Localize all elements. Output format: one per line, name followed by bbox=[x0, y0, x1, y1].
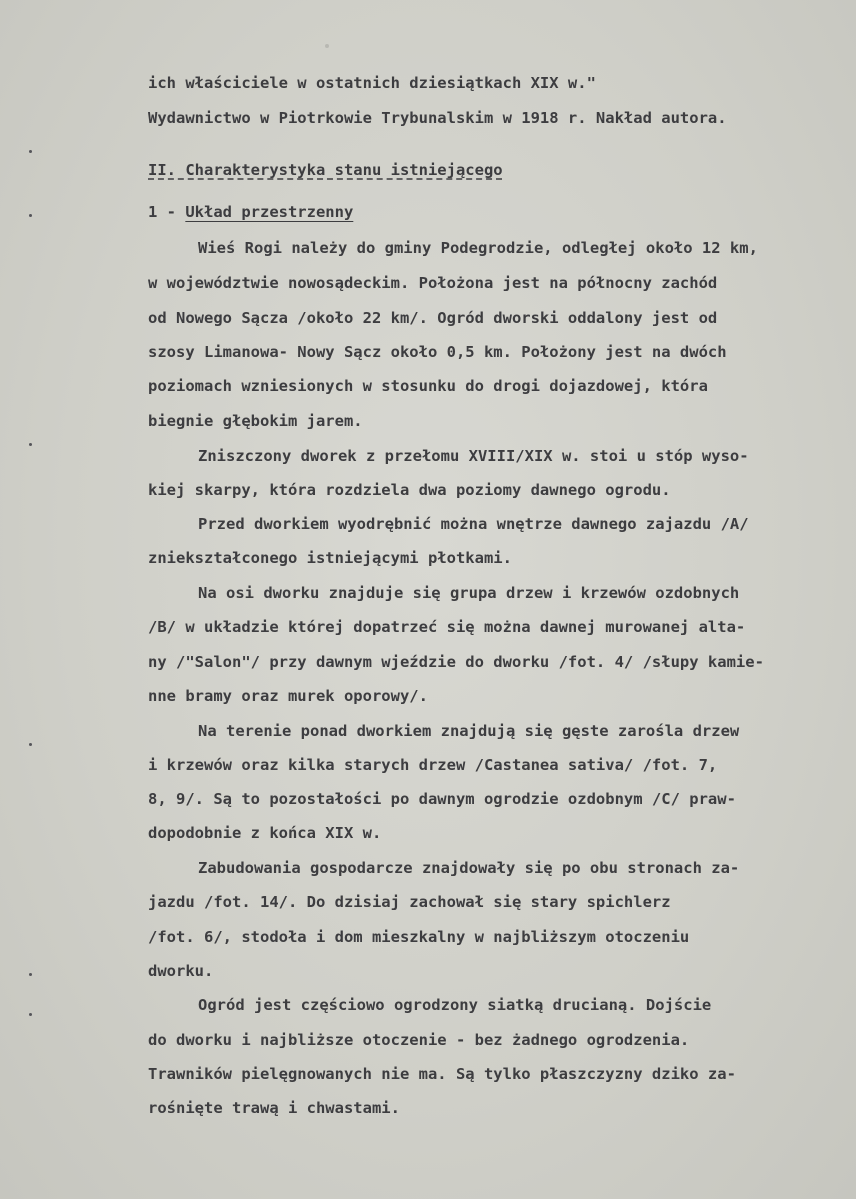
text-line: Wydawnictwo w Piotrkowie Trybunalskim w 1918 r. Nakład autora. bbox=[148, 109, 727, 127]
text-line: /fot. 6/, stodoła i dom mieszkalny w najbliższym otoczeniu bbox=[148, 928, 690, 946]
margin-mark bbox=[29, 214, 32, 217]
text-line: jazdu /fot. 14/. Do dzisiaj zachował się stary spichlerz bbox=[148, 893, 671, 911]
text-line: 8, 9/. Są to pozostałości po dawnym ogrodzie ozdobnym /C/ praw- bbox=[148, 790, 736, 808]
text-line: zniekształconego istniejącymi płotkami. bbox=[148, 549, 512, 567]
margin-mark bbox=[29, 443, 32, 446]
subsection-heading bbox=[148, 202, 353, 222]
subsection-title: Układ przestrzenny bbox=[185, 203, 354, 221]
text-line: dopodobnie z końca XIX w. bbox=[148, 824, 382, 842]
text-line: w województwie nowosądeckim. Położona jest na północny zachód bbox=[148, 274, 718, 292]
text-line: dworku. bbox=[148, 962, 214, 980]
margin-mark bbox=[29, 743, 32, 746]
text-line: kiej skarpy, która rozdziela dwa poziomy dawnego ogrodu. bbox=[148, 481, 671, 499]
text-line: poziomach wzniesionych w stosunku do drogi dojazdowej, która bbox=[148, 377, 708, 395]
margin-mark bbox=[29, 1013, 32, 1016]
text-line: Zabudowania gospodarcze znajdowały się po obu stronach za- bbox=[198, 859, 740, 877]
text-line: Na terenie ponad dworkiem znajdują się gęste zarośla drzew bbox=[198, 722, 740, 740]
text-line: Przed dworkiem wyodrębnić można wnętrze dawnego zajazdu /A/ bbox=[198, 515, 749, 533]
paper-fleck bbox=[325, 44, 329, 48]
text-line: Trawników pielęgnowanych nie ma. Są tylko płaszczyzny dziko za- bbox=[148, 1065, 736, 1083]
text-line: Zniszczony dworek z przełomu XVIII/XIX w. stoi u stóp wyso- bbox=[198, 447, 749, 465]
margin-mark bbox=[29, 150, 32, 153]
section-heading: II. Charakterystyka stanu istniejącego bbox=[148, 161, 503, 179]
text-line: szosy Limanowa- Nowy Sącz około 0,5 km. Położony jest na dwóch bbox=[148, 343, 727, 361]
text-line: ny /"Salon"/ przy dawnym wjeździe do dworku /fot. 4/ /słupy kamie- bbox=[148, 653, 764, 671]
margin-mark bbox=[29, 973, 32, 976]
text-line: /B/ w układzie której dopatrzeć się można dawnej murowanej alta- bbox=[148, 618, 746, 636]
text-line: nne bramy oraz murek oporowy/. bbox=[148, 687, 428, 705]
text-line: Na osi dworku znajduje się grupa drzew i krzewów ozdobnych bbox=[198, 584, 740, 602]
text-line: od Nowego Sącza /około 22 km/. Ogród dworski oddalony jest od bbox=[148, 309, 718, 327]
text-line: biegnie głębokim jarem. bbox=[148, 412, 363, 430]
text-line: ich właściciele w ostatnich dziesiątkach XIX w." bbox=[148, 74, 596, 92]
text-line: rośnięte trawą i chwastami. bbox=[148, 1099, 400, 1117]
text-line: Ogród jest częściowo ogrodzony siatką drucianą. Dojście bbox=[198, 996, 712, 1014]
text-line: i krzewów oraz kilka starych drzew /Castanea sativa/ /fot. 7, bbox=[148, 756, 718, 774]
text-line: Wieś Rogi należy do gminy Podegrodzie, odległej około 12 km, bbox=[198, 239, 758, 257]
subsection-number: 1 - bbox=[148, 203, 186, 221]
text-line: do dworku i najbliższe otoczenie - bez żadnego ogrodzenia. bbox=[148, 1031, 690, 1049]
